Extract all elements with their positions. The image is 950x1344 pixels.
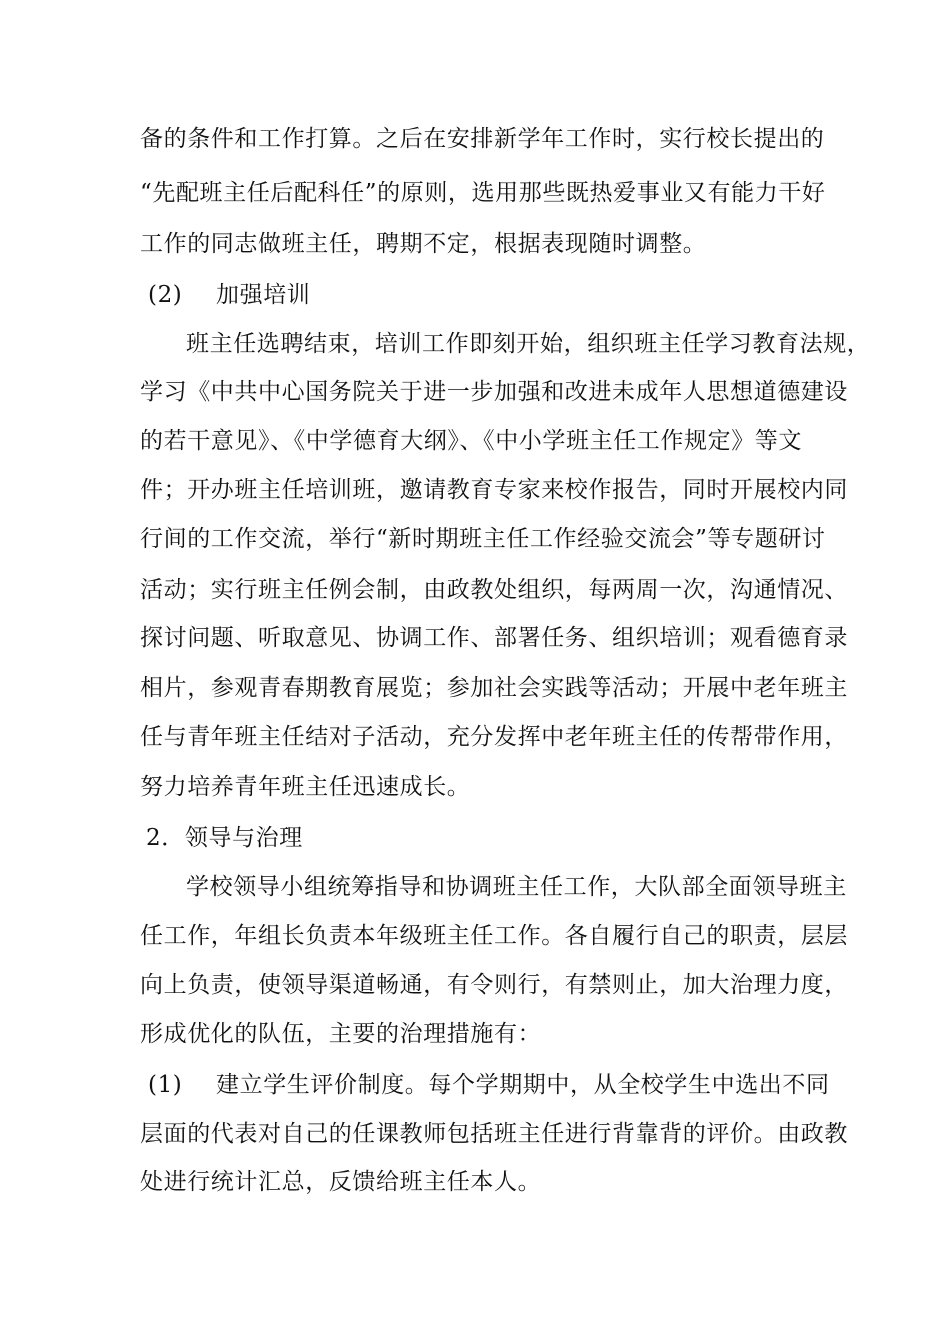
paragraph-line: 备的条件和工作打算。之后在安排新学年工作时，实行校长提出的 — [140, 126, 825, 152]
section-2-heading: 2．领导与治理 — [146, 825, 303, 851]
item-1-label: (1) — [148, 1072, 183, 1098]
paragraph-line: 活动；实行班主任例会制，由政教处组织，每两周一次，沟通情况、 — [140, 577, 848, 603]
paragraph-line: “先配班主任后配科任”的原则，选用那些既热爱事业又有能力干好 — [140, 180, 826, 206]
paragraph-line: 形成优化的队伍，主要的治理措施有： — [140, 1021, 542, 1047]
item-1-text: 建立学生评价制度。每个学期期中，从全校学生中选出不同 — [216, 1072, 830, 1098]
paragraph-line: 努力培养青年班主任迅速成长。 — [140, 774, 471, 800]
item-2-title: 加强培训 — [216, 282, 311, 308]
paragraph-line: 学习《中共中心国务院关于进一步加强和改进未成年人思想道德建设 — [140, 379, 848, 405]
paragraph-line: 任工作，年组长负责本年级班主任工作。各自履行自己的职责，层层 — [140, 923, 848, 949]
paragraph-line: 班主任选聘结束，培训工作即刻开始，组织班主任学习教育法规， — [186, 331, 871, 357]
paragraph-line: 学校领导小组统筹指导和协调班主任工作，大队部全面领导班主 — [186, 874, 847, 900]
paragraph-line: 相片，参观青春期教育展览；参加社会实践等活动；开展中老年班主 — [140, 675, 848, 701]
paragraph-line: 层面的代表对自己的任课教师包括班主任进行背靠背的评价。由政教 — [140, 1121, 848, 1147]
paragraph-line: 任与青年班主任结对子活动，充分发挥中老年班主任的传帮带作用， — [140, 724, 848, 750]
item-2-label: (2) — [148, 282, 183, 308]
paragraph-line: 件；开办班主任培训班，邀请教育专家来校作报告，同时开展校内同 — [140, 477, 848, 503]
paragraph-line: 处进行统计汇总，反馈给班主任本人。 — [140, 1169, 542, 1195]
paragraph-line: 的若干意见》、《中学德育大纲》、《中小学班主任工作规定》等文 — [140, 428, 802, 454]
paragraph-line: 工作的同志做班主任，聘期不定，根据表现随时调整。 — [140, 231, 707, 257]
paragraph-line: 行间的工作交流，举行“新时期班主任工作经验交流会”等专题研讨 — [140, 526, 826, 552]
paragraph-line: 向上负责，使领导渠道畅通，有令则行，有禁则止，加大治理力度， — [140, 972, 848, 998]
paragraph-line: 探讨问题、听取意见、协调工作、部署任务、组织培训；观看德育录 — [140, 625, 848, 651]
